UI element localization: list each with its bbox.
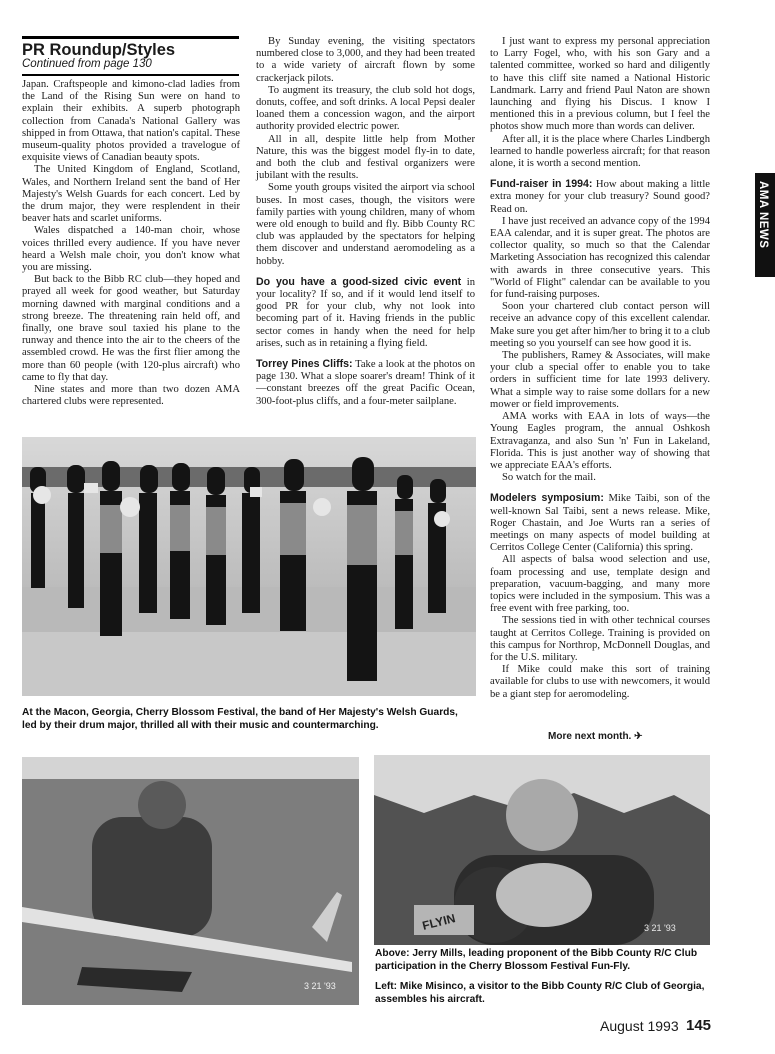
continued-from: Continued from page 130 bbox=[22, 58, 152, 70]
more-next-month: More next month. ✈ bbox=[548, 731, 643, 742]
civic-event-lead: Do you have a good-sized civic event bbox=[256, 275, 462, 288]
left-photo bbox=[22, 757, 359, 1005]
header-rule-top bbox=[22, 36, 239, 39]
paragraph: Some youth groups visited the airport via school buses. In most cases, though, the visitors were family parties with young children, many of whom were old enough to build and fly. Bibb County RC club was applauded by the spectators for helping them discover and understand aeromodeling as a hobby. bbox=[256, 182, 475, 267]
paragraph: Japan. Craftspeople and kimono-clad ladies from the Land of the Rising Sun were on hand to explain their exhibits. A superb photograph collection from Canada's National Gallery was shipped in from Ottawa, that nation's capital. These museum-quality photos provided a travelogue of exquisite views of Canadian beauty spots. bbox=[22, 79, 240, 164]
shirt-text: FLYIN bbox=[420, 911, 457, 933]
left-photo-date-stamp: 3 21 '93 bbox=[304, 981, 336, 991]
left-caption: Left: Mike Misinco, a visitor to the Bibb County R/C Club of Georgia, assembles his aircraft. bbox=[375, 981, 705, 1005]
right-photo bbox=[374, 755, 710, 945]
band-photo bbox=[22, 437, 476, 696]
paragraph: To augment its treasury, the club sold hot dogs, donuts, coffee, and soft drinks. A local Pepsi dealer loaned them a concession wagon, and the airport authority provided electric power. bbox=[256, 84, 475, 133]
paragraph: All in all, despite little help from Mother Nature, this was the biggest model fly-in to date, and both the club and festival organizers were jubilant with the results. bbox=[256, 133, 475, 182]
band-photo-caption: At the Macon, Georgia, Cherry Blossom Festival, the band of Her Majesty's Welsh Guards, led by their drum major, thrilled all with their music and countermarching. bbox=[22, 707, 458, 731]
band-photo-image bbox=[22, 437, 476, 696]
fund-raiser-lead: Fund-raiser in 1994: bbox=[490, 178, 593, 191]
paragraph: I have just received an advance copy of the 1994 EAA calendar, and it is super great. The photos are collector quality, so much so that the Calendar Marketing Association has recognized this calendar with awards in three consecutive years. This "World of Flight" calendar can be available to you for fund-raising purposes. bbox=[490, 215, 710, 301]
column-2 bbox=[256, 36, 475, 408]
paragraph: The publishers, Ramey & Associates, will make your club a special offer to enable you to take orders in sufficient time for late 1993 delivery. What a simple way to raise some dollars for a new mower or field improvements. bbox=[490, 350, 710, 410]
paragraph: AMA works with EAA in lots of ways—the Young Eagles program, the annual Oshkosh Extravaganza, and also Sun 'n' Fun in Lakeland, Florida. This is just another way of showing that we appreciate EAA's efforts. bbox=[490, 411, 710, 471]
paragraph: Wales dispatched a 140-man choir, whose voices thrilled every audience. If you have never heard a Welsh male choir, you don't know what you are missing. bbox=[22, 225, 240, 274]
left-photo-image bbox=[22, 757, 359, 1005]
civic-event-paragraph: Do you have a good-sized civic event in your locality? If so, and if it would lend itself to good PR for your club, why not look into becoming part of it. Having friends in the public sector comes in handy when the need for help arises, such as in retaining a flying field. bbox=[256, 275, 476, 349]
paragraph: The United Kingdom of England, Scotland, Wales, and Northern Ireland sent the band of Her Majesty's Welsh Guards for each concert. Led by the drum major, they were resplendent in their beaver hats and scarlet uniforms. bbox=[22, 164, 240, 225]
fund-raiser-paragraph: Fund-raiser in 1994: How about making a little extra money for your club treasury? Sound good? Read on. bbox=[490, 178, 710, 215]
torrey-pines-paragraph: Torrey Pines Cliffs: Take a look at the photos on page 130. What a slope soarer's dream! Think of it—constant breezes off the great Pacific Ocean, 300-foot-plus cliffs, and a four-meter sailplane. bbox=[256, 358, 475, 407]
section-title: PR Roundup/Styles bbox=[22, 41, 176, 59]
paragraph: The sessions tied in with other technical courses taught at Cerritos College. Training is provided on this campus for Northrop, McDonnell Douglas, and for the U.S. military. bbox=[490, 615, 710, 663]
paragraph: By Sunday evening, the visiting spectators numbered close to 3,000, and they had been treated to a wide variety of aircraft flown by some crackerjack pilots. bbox=[256, 36, 475, 84]
section-tab-label: AMA NEWS bbox=[757, 181, 769, 249]
paragraph: If Mike could make this sort of training available for clubs to use with newcomers, it would be a giant step for aeromodeling. bbox=[490, 664, 710, 700]
paragraph: After all, it is the place where Charles Lindbergh learned to handle powerless aircraft; for that reason alone, it is worth a second mention. bbox=[490, 133, 710, 170]
footer-date: August 1993 bbox=[600, 1018, 679, 1034]
paragraph: Nine states and more than two dozen AMA chartered clubs were represented. bbox=[22, 384, 240, 408]
above-caption: Above: Jerry Mills, leading proponent of the Bibb County R/C Club participation in the Cherry Blossom Festival Fun-Fly. bbox=[375, 948, 698, 972]
paragraph: I just want to express my personal appreciation to Larry Fogel, who, with his son Gary and a talented committee, worked so hard and diligently to have this cliff site named a National Historic Landmark. Larry and friend Paul Naton are shown launching and flying his Discus. I know I mentioned this in a previous column, but I feel the photos show much more than words can deliver. bbox=[490, 36, 710, 133]
right-photo-date-stamp: 3 21 '93 bbox=[644, 923, 676, 933]
right-photo-image bbox=[374, 755, 710, 945]
paragraph: So watch for the mail. bbox=[502, 472, 596, 484]
paragraph: All aspects of balsa wood selection and use, foam processing and use, template design and preparation, vacuum-bagging, and many more topics were included in the symposium. This was a free event with free parking, too. bbox=[490, 554, 710, 615]
paragraph: Soon your chartered club contact person will receive an advance copy of this excellent calendar. Make sure you get after him/her to bring it to a club meeting so you yourself can see how good it is. bbox=[490, 301, 710, 349]
column-3 bbox=[490, 36, 710, 701]
torrey-pines-lead: Torrey Pines Cliffs: bbox=[256, 358, 353, 371]
symposium-lead: Modelers symposium: bbox=[490, 492, 604, 505]
section-tab bbox=[755, 173, 775, 277]
paragraph: But back to the Bibb RC club—they hoped and prayed all week for good weather, but Saturday morning dawned with marginal conditions and a strong breeze. The threatening rain held off, and finally, one brave soul taxied his plane to the runway and thence into the air to the cheers of the assembled crowd. He was the first flier among the more than 60 people (with 120-plus aircraft) who came to fly that day. bbox=[22, 274, 240, 383]
header-rule-bottom bbox=[22, 74, 239, 76]
column-1 bbox=[22, 79, 240, 408]
page-number: 145 bbox=[686, 1017, 712, 1034]
symposium-paragraph: Modelers symposium: Mike Taibi, son of the well-known Sal Taibi, sent a news release. Mike, Roger Chastain, and Joe Wurts ran a series of meetings on many aspects of model building at Cerritos College Center (California) this spring. bbox=[490, 492, 710, 554]
